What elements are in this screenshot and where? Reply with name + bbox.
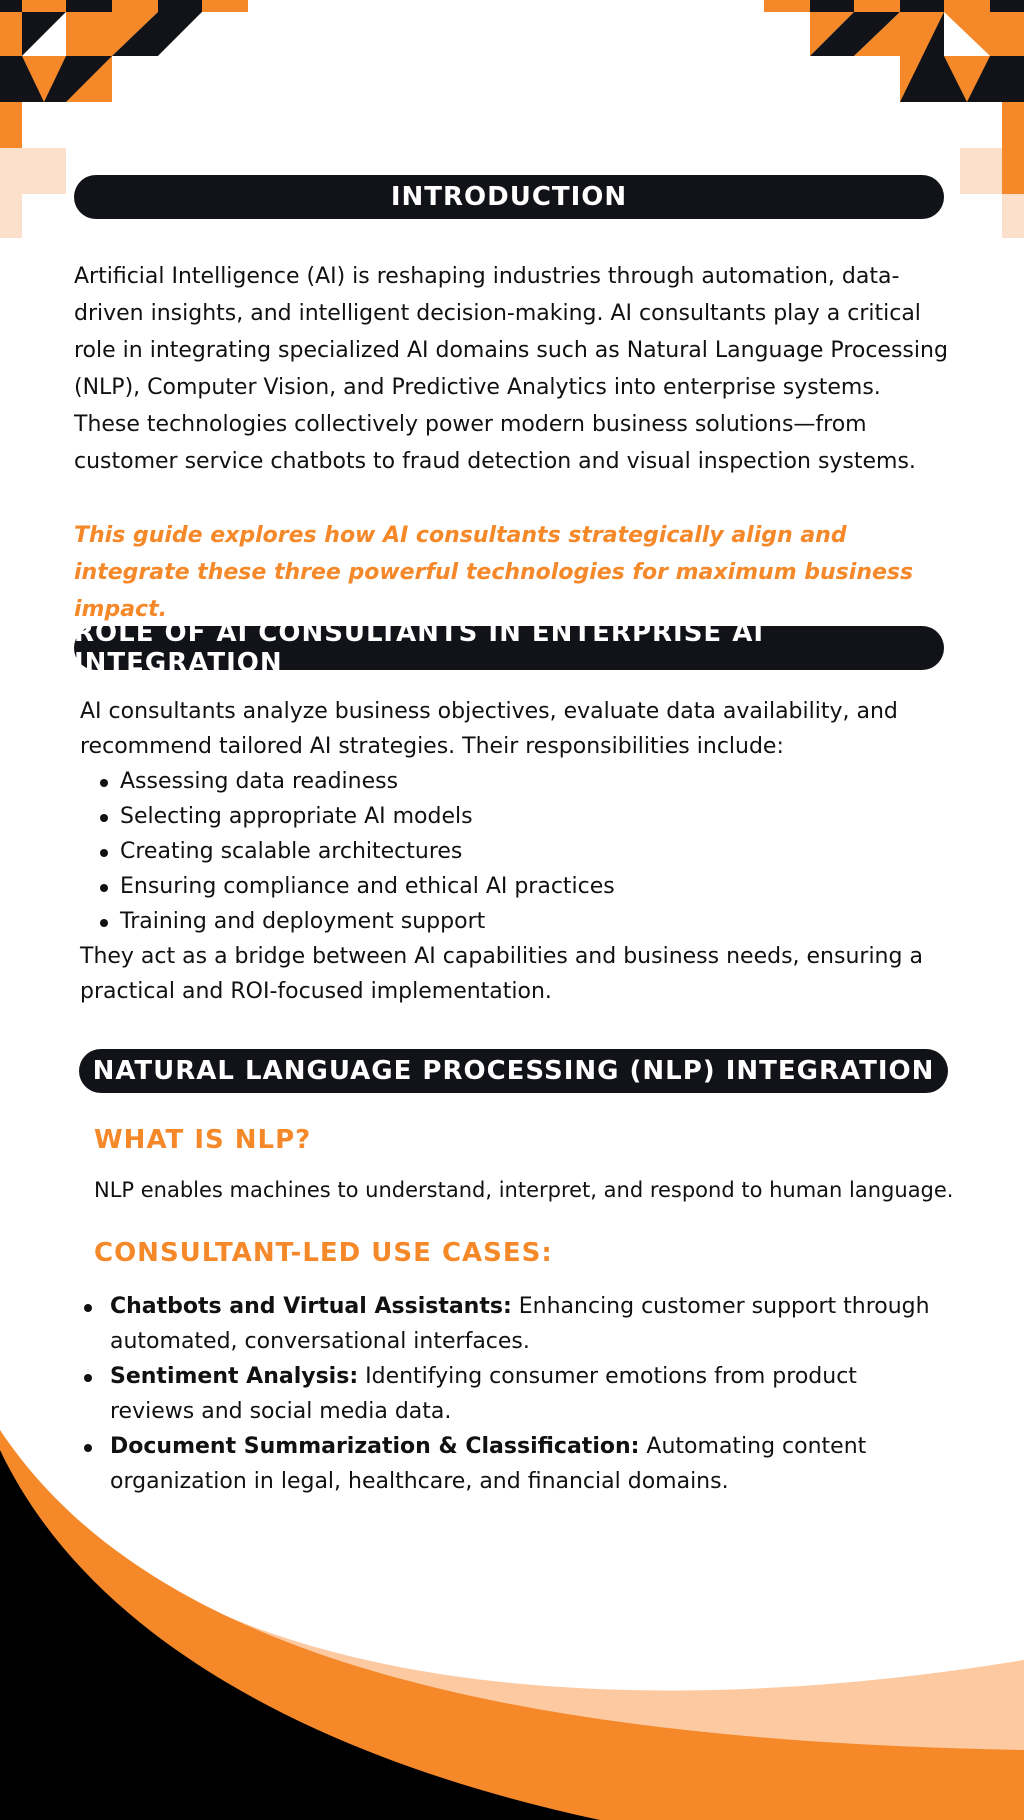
intro-paragraph: Artificial Intelligence (AI) is reshaping industries through automation, data-driven insights, and intelligent decision-making. AI consultants play a critical role in integrating specialized AI domains such as Natural Language Processing (NLP), Computer Vision, and Predictive Analytics into enterprise systems. These technologies collectively power modern business solutions—from customer service chatbots to fraud detection and visual inspection systems. (74, 264, 948, 474)
case-term: Sentiment Analysis: (110, 1364, 359, 1389)
responsibilities-list (80, 764, 960, 939)
role-section (80, 694, 960, 1009)
intro-banner (74, 175, 944, 219)
list-item: Creating scalable architectures (80, 834, 960, 869)
list-item: Training and deployment support (80, 904, 960, 939)
use-cases-heading: CONSULTANT-LED USE CASES: (94, 1238, 553, 1268)
intro-title: INTRODUCTION (390, 182, 628, 212)
role-intro: AI consultants analyze business objectives, evaluate data availability, and recommend tailored AI strategies. Their responsibilities include: (80, 699, 898, 759)
role-banner (74, 618, 944, 678)
list-item: Assessing data readiness (80, 764, 960, 799)
role-outro: They act as a bridge between AI capabilities and business needs, ensuring a practical and ROI-focused implementation. (80, 944, 923, 1004)
nlp-title: NATURAL LANGUAGE PROCESSING (NLP) INTEGRATION (92, 1056, 935, 1086)
list-item (84, 1289, 934, 1359)
intro-lead: This guide explores how AI consultants strategically align and integrate these three powerful technologies for maximum business impact. (74, 523, 914, 622)
case-desc: Identifying consumer emotions from product reviews and social media data. (110, 1364, 857, 1424)
case-desc: Automating content organization in legal, healthcare, and financial domains. (110, 1434, 867, 1494)
role-title: ROLE OF AI CONSULTANTS IN ENTERPRISE AI INTEGRATION (74, 618, 765, 678)
nlp-banner (79, 1049, 948, 1093)
what-is-nlp-heading: WHAT IS NLP? (94, 1125, 312, 1155)
case-desc: Enhancing customer support through automated, conversational interfaces. (110, 1294, 930, 1354)
list-item (84, 1359, 934, 1429)
case-term: Chatbots and Virtual Assistants: (110, 1294, 512, 1319)
list-item: Selecting appropriate AI models (80, 799, 960, 834)
what-is-nlp-body: NLP enables machines to understand, interpret, and respond to human language. (94, 1178, 954, 1202)
bottom-wave-decoration (0, 1430, 1024, 1820)
list-item: Ensuring compliance and ethical AI practices (80, 869, 960, 904)
case-term: Document Summarization & Classification: (110, 1434, 640, 1459)
